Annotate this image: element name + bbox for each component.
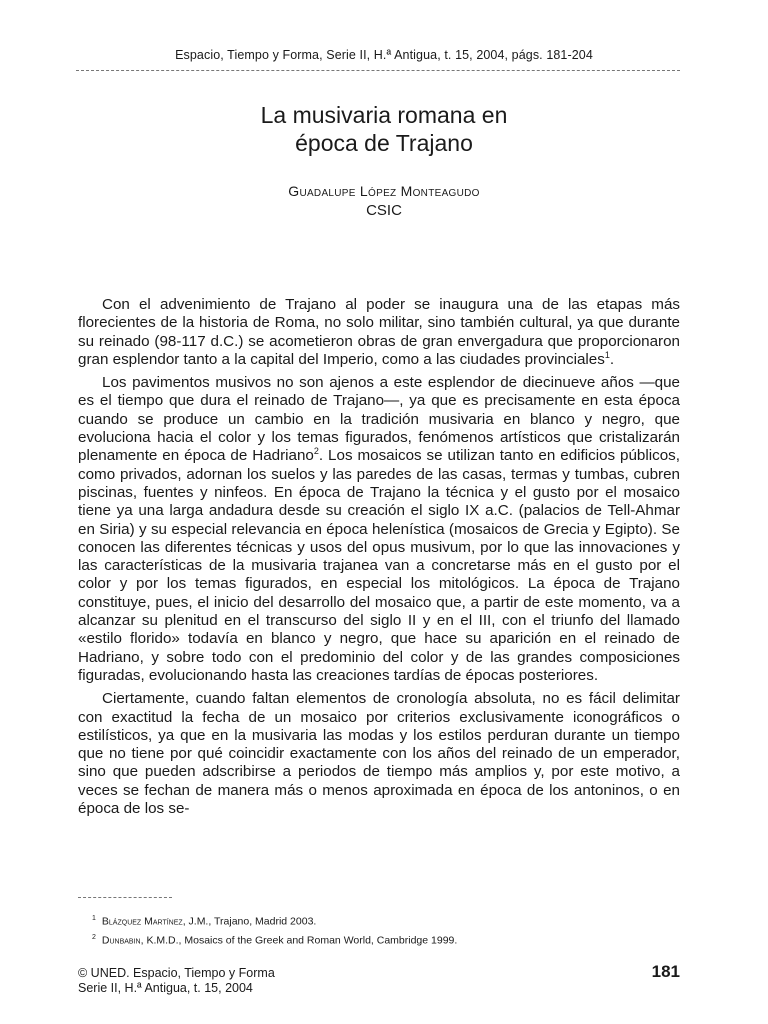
page-number: 181: [651, 962, 680, 981]
footnote-2: [92, 930, 680, 949]
footnote-number: 1: [92, 915, 96, 922]
title-line-2: época de Trajano: [295, 130, 473, 156]
paragraph-text: Con el advenimiento de Trajano al poder se inaugura una de las etapas más florecientes de la historia de Roma, no solo militar, sino también cultural, ya que durante su reinado (98-117 d.C.) se acometieron obras de gran envergadura que proporcionaron gran esplendor tanto a la capital del Imperio, como a las ciudades provinciales: [78, 296, 680, 368]
paragraph-text: Ciertamente, cuando faltan elementos de cronología absoluta, no es fácil delimitar con exactitud la fecha de un mosaico por criterios exclusivamente iconográficos o estilísticos, ya que en la musivaria las modas y los estilos perduran durante un tiempo que no tiene por qué coincidir exactamente con los años del reinado de un emperador, sino que pueden adscribirse a periodos de tiempo más amplios y, por este motivo, a veces se fechan de manera más o menos aproximada en época de los antoninos, o en época de los se-: [78, 690, 680, 818]
footer-line-1: © UNED. Espacio, Tiempo y Forma: [78, 966, 275, 980]
paragraph-2: [78, 374, 680, 685]
paragraph-text-cont: . Los mosaicos se utilizan tanto en edificios públicos, como privados, adornan los suelos y las paredes de las casas, termas y tumbas, cubren piscinas, fuentes y ninfeos. En época de Trajano la técnica y el gusto por el mosaico tiene ya una larga andadura desde su creación el siglo IX a.C. (palacios de Tell-Ahmar en Siria) y su especial relevancia en época helenística (mosaicos de Grecia y Egipto). Se conocen las diferentes técnicas y usos del opus musivum, por lo que las innovaciones y las características de la musivaria trajanea van a concretarse más en el gusto por el color y por los temas figurados, en especial los mitológicos. La época de Trajano constituye, pues, el inicio del desarrollo del mosaico que, a partir de este momento, va a alcanzar su plenitud en el transcurso del siglo II y en el III, con el triunfo del llamado «estilo florido» todavía en blanco y negro, que hace su aparición en el reinado de Hadriano, y sobre todo con el predominio del color y de las grandes composiciones figuradas, evolucionando hasta las creaciones tardías de épocas posteriores.: [78, 447, 680, 684]
footnote-author: Dunbabin: [101, 934, 141, 946]
title-line-1: La musivaria romana en: [260, 102, 508, 128]
article-title: [0, 101, 768, 157]
running-head: Espacio, Tiempo y Forma, Serie II, H.ª Antigua, t. 15, 2004, págs. 181-204: [175, 48, 593, 62]
header-divider: [76, 70, 680, 71]
footer-line-2: Serie II, H.ª Antigua, t. 15, 2004: [78, 981, 253, 995]
footer-publisher: [78, 966, 275, 996]
author-name: Guadalupe López Monteagudo: [288, 183, 480, 199]
footnote-number: 2: [92, 933, 96, 941]
footnote-ref: 1: [604, 349, 610, 360]
footnote-1: [92, 911, 680, 930]
paragraph-text-cont: .: [609, 350, 615, 368]
article-body: [78, 296, 680, 823]
footnote-author: Blázquez Martínez: [101, 915, 183, 928]
paragraph-text: Los pavimentos musivos no son ajenos a este esplendor de diecinueve años —que es el tiempo que dura el reinado de Trajano—, ya que es precisamente en esta época cuando se produce un cambio en la tradición musivaria en blanco y negro, que evoluciona hacia el color y los temas figurados, fenómenos artísticos que cristalizarán plenamente en época de Hadriano: [78, 374, 680, 465]
paragraph-3: [78, 690, 680, 818]
paragraph-1: [78, 296, 680, 369]
footnote-divider: [78, 897, 172, 898]
author-affiliation: CSIC: [366, 202, 402, 219]
footnote-text: , K.M.D., Mosaics of the Greek and Roman World, Cambridge 1999.: [140, 934, 458, 946]
footnote-text: , J.M., Trajano, Madrid 2003.: [182, 915, 317, 928]
footnote-ref: 2: [313, 446, 319, 457]
footnotes: [92, 911, 680, 948]
